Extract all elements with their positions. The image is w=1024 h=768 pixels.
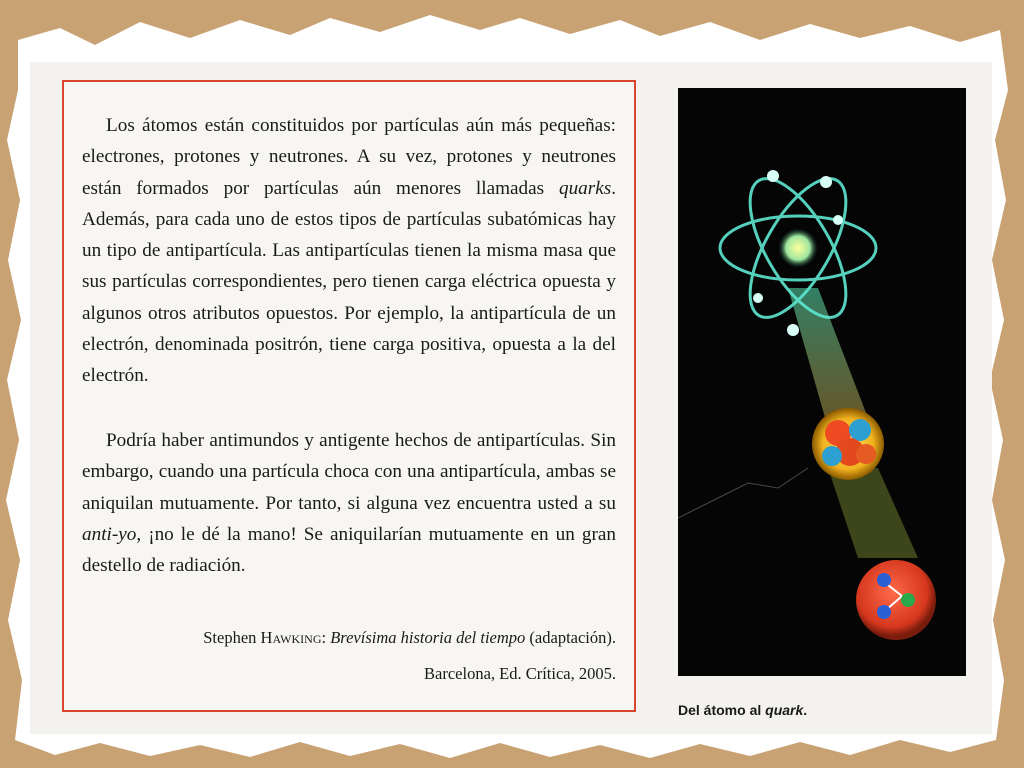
atom-illustration	[678, 88, 966, 676]
paragraph-1	[82, 110, 616, 392]
atom-to-quark-image	[678, 88, 966, 676]
quarks-emphasis: quarks	[558, 177, 612, 199]
quote-box	[62, 80, 636, 712]
citation-publisher: Barcelona, Ed. Crítica, 2005.	[424, 664, 616, 683]
paragraph-2	[82, 425, 616, 581]
paragraph-2-text-a: Podría haber antimundos y antigente hechos de antipartículas. Sin embargo, cuando una partícula choca con una antipartícula, ambas se aniquilan mutuamente. Por tanto, si alguna vez encuentra usted a su	[82, 430, 616, 514]
citation-separator: :	[321, 628, 331, 647]
caption-period: .	[803, 702, 808, 718]
atom-nucleus	[778, 228, 818, 268]
beam-shape	[788, 288, 868, 428]
paragraph-1-text-b: . Además, para cada uno de estos tipos de partículas subatómicas hay un tipo de antipartícula. Las antipartículas tienen la misma masa que sus partículas correspondientes, pero tienen carga eléctrica opuesta y algunos otros atributos opuestos. Por ejemplo, la antipartícula de un electrón, denominada positrón, tiene carga positiva, opuesta a la del electrón.	[82, 177, 616, 387]
citation-source	[203, 628, 616, 648]
paragraph-2-text-b: , ¡no le dé la mano! Se aniquilarían mutuamente en un gran destello de radiación.	[82, 523, 616, 577]
quark-green	[901, 593, 915, 607]
book-title: Brevísima historia del tiempo	[330, 628, 526, 647]
anti-yo-emphasis: anti-yo	[82, 523, 137, 545]
caption-emphasis: quark	[765, 702, 804, 718]
paragraph-1-text-a: Los átomos están constituidos por partículas aún más pequeñas: electrones, protones y neutrones. A su vez, protones y neutrones están formados por partículas aún menores llamadas	[82, 115, 616, 199]
quark-blue	[877, 605, 891, 619]
author-last-name: Hawking	[260, 628, 322, 647]
figure-caption	[678, 702, 807, 718]
quark-blue	[877, 573, 891, 587]
author-first-name: Stephen	[203, 628, 261, 647]
beam-shape	[828, 468, 918, 558]
lightning-streak	[678, 468, 808, 518]
citation-note: (adaptación).	[525, 628, 616, 647]
caption-text: Del átomo al	[678, 702, 766, 718]
